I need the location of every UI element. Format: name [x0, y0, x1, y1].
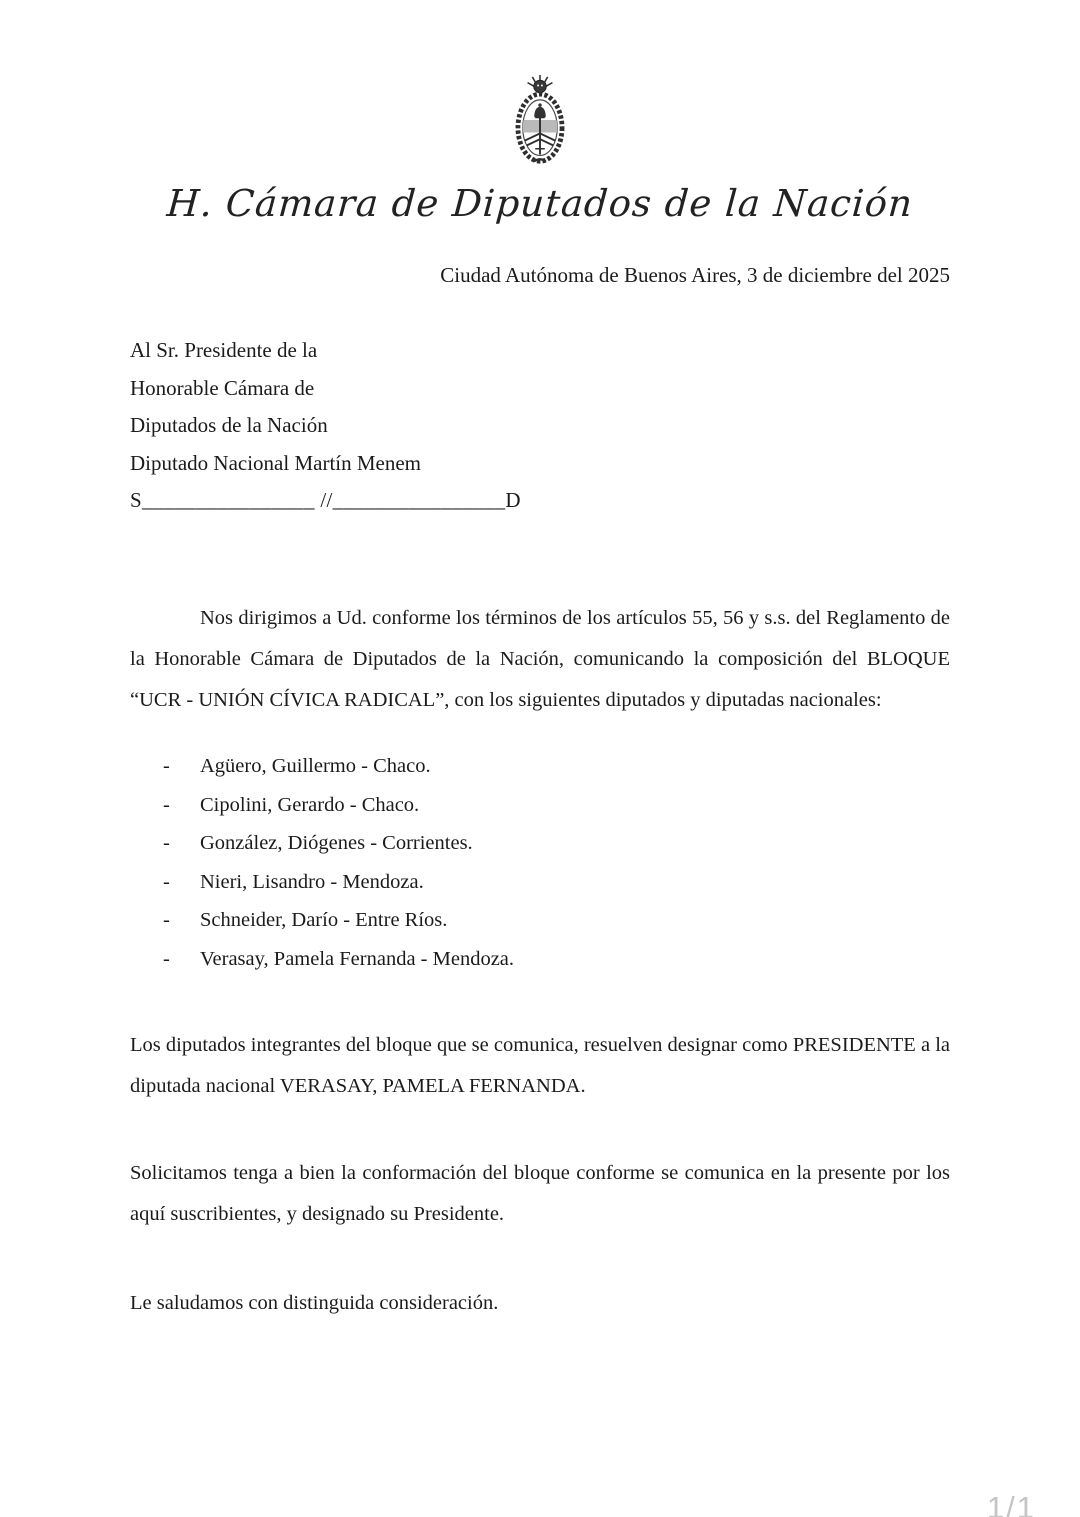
- member-item: [130, 747, 950, 786]
- dateline: Ciudad Autónoma de Buenos Aires, 3 de diciembre del 2025: [440, 263, 950, 287]
- member-name: González, Diógenes - Corrientes.: [200, 832, 473, 855]
- member-name: Schneider, Darío - Entre Ríos.: [200, 909, 448, 932]
- member-name: Cipolini, Gerardo - Chaco.: [200, 793, 420, 816]
- member-item: [130, 901, 950, 940]
- argentina-coat-of-arms-icon: [509, 74, 571, 166]
- paragraph-president-designation: Los diputados integrantes del bloque que se comunica, resuelven designar como PRESIDENTE a la diputada nacional VERASAY, PAMELA FERNANDA.: [130, 1033, 950, 1097]
- list-dash-marker: -: [163, 754, 170, 777]
- page-indicator: 1/1: [986, 1490, 1036, 1517]
- list-dash-marker: -: [163, 832, 170, 855]
- paragraph-intro: Nos dirigimos a Ud. conforme los términos de los artículos 55, 56 y s.s. del Reglamento de la Honorable Cámara de Diputados de la Nación, comunicando la composición del BLOQUE “UCR - UNIÓN CÍVICA RADICAL”, con los siguientes diputados y diputadas nacionales:: [130, 606, 950, 711]
- list-dash-marker: -: [163, 793, 170, 816]
- recipient-line-4: Diputado Nacional Martín Menem: [130, 450, 422, 475]
- member-list: [130, 747, 950, 979]
- member-name: Agüero, Guillermo - Chaco.: [200, 754, 431, 777]
- recipient-line-3: Diputados de la Nación: [130, 413, 328, 438]
- institution-title: H. Cámara de Diputados de la Nación: [165, 182, 915, 225]
- closing-line: Le saludamos con distinguida consideración.: [130, 1291, 499, 1314]
- member-item: [130, 940, 950, 979]
- paragraph-request: Solicitamos tenga a bien la conformación del bloque conforme se comunica en la presente por los aquí suscribientes, y designado su Presidente.: [130, 1161, 950, 1225]
- list-dash-marker: -: [163, 947, 170, 970]
- member-name: Nieri, Lisandro - Mendoza.: [200, 870, 424, 893]
- list-dash-marker: -: [163, 909, 170, 932]
- member-item: [130, 824, 950, 863]
- recipient-block: [130, 332, 950, 520]
- recipient-line-1: Al Sr. Presidente de la: [130, 338, 318, 362]
- member-item: [130, 786, 950, 825]
- member-name: Verasay, Pamela Fernanda - Mendoza.: [200, 947, 515, 970]
- recipient-line-2: Honorable Cámara de: [130, 375, 315, 400]
- member-item: [130, 863, 950, 902]
- list-dash-marker: -: [163, 870, 170, 893]
- salutation-sd-line: S________________ //________________D: [130, 488, 521, 513]
